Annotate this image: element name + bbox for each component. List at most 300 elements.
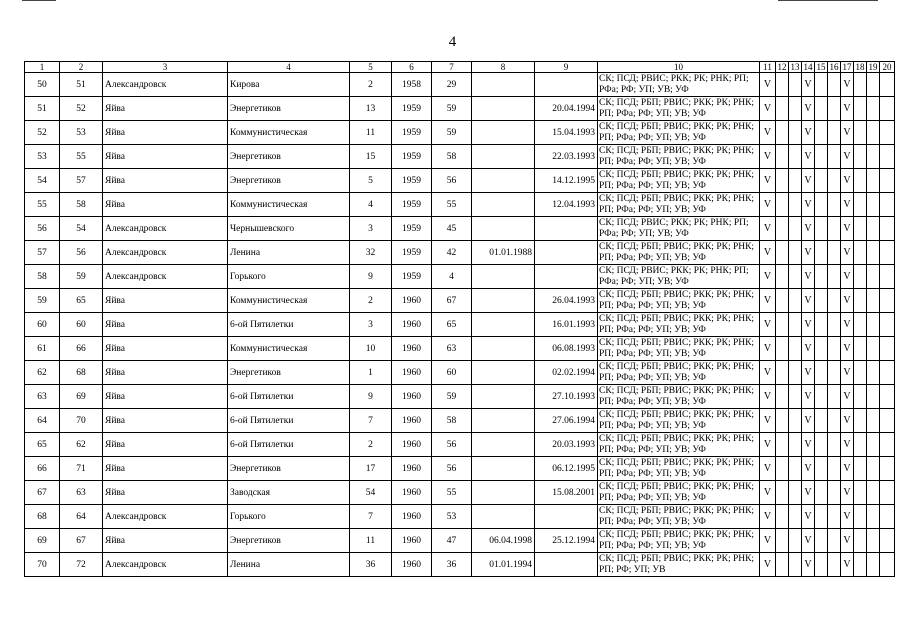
column-header-18: 18 [855, 62, 865, 72]
top-rule-left [22, 0, 56, 1]
date-cell-9: 02.02.1994 [535, 361, 598, 385]
date-cell-9: 15.04.1993 [535, 121, 598, 145]
mark-cell-13 [789, 97, 802, 121]
settlement-cell: Яйва [103, 97, 228, 121]
mark-cell-12 [776, 481, 789, 505]
street-cell: Энергетиков [228, 169, 350, 193]
mark-cell-20 [880, 385, 895, 409]
table-row [25, 217, 895, 241]
wear-cell: 56 [432, 433, 472, 457]
year-built-cell: 1960 [392, 505, 432, 529]
column-header-14: 14 [803, 62, 813, 72]
table-row [25, 553, 895, 577]
mark-cell-11: V [760, 481, 776, 505]
row-number-cell: 69 [25, 529, 60, 553]
year-built-cell: 1959 [392, 217, 432, 241]
date-cell-9: 12.04.1993 [535, 193, 598, 217]
column-header-20: 20 [880, 62, 895, 73]
row-number-cell: 53 [25, 145, 60, 169]
wear-cell: 65 [432, 313, 472, 337]
mark-cell-14: V [802, 73, 815, 97]
wear-cell: 58 [432, 145, 472, 169]
mark-cell-13 [789, 385, 802, 409]
mark-cell-17: V [841, 529, 854, 553]
mark-cell-16 [828, 241, 841, 265]
mark-cell-19 [867, 385, 880, 409]
mark-cell-15 [815, 385, 828, 409]
column-header-8: 8 [472, 62, 535, 73]
mark-cell-19 [867, 241, 880, 265]
settlement-cell: Александровск [103, 553, 228, 577]
street-cell: 6-ой Пятилетки [228, 313, 350, 337]
header-row [25, 62, 895, 73]
row-number-cell: 68 [25, 505, 60, 529]
works-list-cell: СК; ПСД; РБП; РВИС; РКК; РК; РНК; РП; РФа; РФ; УП; УВ; УФ [598, 529, 760, 553]
settlement-cell: Яйва [103, 385, 228, 409]
mark-cell-19 [867, 313, 880, 337]
mark-cell-18 [854, 121, 867, 145]
house-number-cell: 3 [350, 313, 392, 337]
date-cell-8: 01.01.1994 [472, 553, 535, 577]
date-cell-8 [472, 289, 535, 313]
mark-cell-18 [854, 97, 867, 121]
mark-cell-20 [880, 73, 895, 97]
mark-cell-20 [880, 529, 895, 553]
mark-cell-12 [776, 433, 789, 457]
mark-cell-14: V [802, 553, 815, 577]
mark-cell-17: V [841, 481, 854, 505]
mark-cell-16 [828, 409, 841, 433]
year-built-cell: 1959 [392, 265, 432, 289]
column-header-9: 9 [535, 62, 598, 73]
mark-cell-18 [854, 385, 867, 409]
street-cell: Энергетиков [228, 97, 350, 121]
street-cell: Коммунистическая [228, 337, 350, 361]
mark-cell-14: V [802, 169, 815, 193]
mark-cell-14: V [802, 385, 815, 409]
mark-cell-18 [854, 457, 867, 481]
mark-cell-19 [867, 169, 880, 193]
registry-number-cell: 56 [60, 241, 103, 265]
table-row [25, 289, 895, 313]
date-cell-9: 22.03.1993 [535, 145, 598, 169]
house-number-cell: 10 [350, 337, 392, 361]
row-number-cell: 63 [25, 385, 60, 409]
house-number-cell: 2 [350, 73, 392, 97]
mark-cell-13 [789, 505, 802, 529]
mark-cell-13 [789, 361, 802, 385]
date-cell-9: 06.12.1995 [535, 457, 598, 481]
mark-cell-20 [880, 193, 895, 217]
house-number-cell: 2 [350, 289, 392, 313]
mark-cell-17: V [841, 217, 854, 241]
mark-cell-18 [854, 313, 867, 337]
mark-cell-13 [789, 241, 802, 265]
mark-cell-14: V [802, 145, 815, 169]
top-rule-right [778, 0, 878, 1]
mark-cell-17: V [841, 73, 854, 97]
date-cell-9: 26.04.1993 [535, 289, 598, 313]
mark-cell-14: V [802, 265, 815, 289]
date-cell-9: 27.10.1993 [535, 385, 598, 409]
registry-number-cell: 64 [60, 505, 103, 529]
mark-cell-11: V [760, 337, 776, 361]
settlement-cell: Яйва [103, 289, 228, 313]
mark-cell-19 [867, 145, 880, 169]
mark-cell-14: V [802, 433, 815, 457]
settlement-cell: Яйва [103, 145, 228, 169]
mark-cell-17: V [841, 361, 854, 385]
year-built-cell: 1960 [392, 553, 432, 577]
date-cell-8 [472, 457, 535, 481]
column-header-1: 1 [25, 62, 60, 73]
mark-cell-17: V [841, 265, 854, 289]
settlement-cell: Яйва [103, 337, 228, 361]
mark-cell-12 [776, 241, 789, 265]
date-cell-8 [472, 121, 535, 145]
date-cell-8 [472, 361, 535, 385]
mark-cell-18 [854, 241, 867, 265]
mark-cell-11: V [760, 289, 776, 313]
street-cell: Горького [228, 265, 350, 289]
year-built-cell: 1958 [392, 73, 432, 97]
mark-cell-14: V [802, 505, 815, 529]
registry-number-cell: 54 [60, 217, 103, 241]
mark-cell-11: V [760, 529, 776, 553]
wear-cell: 4 [432, 265, 472, 289]
row-number-cell: 55 [25, 193, 60, 217]
settlement-cell: Александровск [103, 241, 228, 265]
mark-cell-11: V [760, 361, 776, 385]
works-list-cell: СК; ПСД; РВИС; РКК; РК; РНК; РП; РФа; РФ; УП; УВ; УФ [598, 265, 760, 289]
mark-cell-19 [867, 121, 880, 145]
year-built-cell: 1960 [392, 457, 432, 481]
house-number-cell: 11 [350, 529, 392, 553]
house-number-cell: 11 [350, 121, 392, 145]
mark-cell-18 [854, 169, 867, 193]
wear-cell: 36 [432, 553, 472, 577]
date-cell-9 [535, 217, 598, 241]
mark-cell-16 [828, 337, 841, 361]
mark-cell-11: V [760, 217, 776, 241]
column-header-3: 3 [103, 62, 228, 73]
house-number-cell: 9 [350, 385, 392, 409]
mark-cell-20 [880, 241, 895, 265]
mark-cell-14: V [802, 193, 815, 217]
mark-cell-11: V [760, 553, 776, 577]
works-list-cell: СК; ПСД; РБП; РВИС; РКК; РК; РНК; РП; РФа; РФ; УП; УВ; УФ [598, 505, 760, 529]
mark-cell-20 [880, 313, 895, 337]
row-number-cell: 54 [25, 169, 60, 193]
mark-cell-20 [880, 409, 895, 433]
row-number-cell: 58 [25, 265, 60, 289]
house-number-cell: 7 [350, 409, 392, 433]
mark-cell-19 [867, 217, 880, 241]
column-header-13: 13 [790, 62, 800, 72]
house-number-cell: 7 [350, 505, 392, 529]
works-list-cell: СК; ПСД; РБП; РВИС; РКК; РК; РНК; РП; РФа; РФ; УП; УВ; УФ [598, 241, 760, 265]
row-number-cell: 70 [25, 553, 60, 577]
wear-cell: 53 [432, 505, 472, 529]
wear-cell: 56 [432, 169, 472, 193]
mark-cell-14: V [802, 241, 815, 265]
column-header-17: 17 [842, 62, 852, 72]
column-header-16: 16 [829, 62, 839, 72]
mark-cell-18 [854, 337, 867, 361]
mark-cell-15 [815, 457, 828, 481]
works-list-cell: СК; ПСД; РБП; РВИС; РКК; РК; РНК; РП; РФа; РФ; УП; УВ; УФ [598, 193, 760, 217]
settlement-cell: Александровск [103, 73, 228, 97]
mark-cell-14: V [802, 361, 815, 385]
table-row [25, 121, 895, 145]
mark-cell-11: V [760, 505, 776, 529]
mark-cell-20 [880, 553, 895, 577]
year-built-cell: 1960 [392, 481, 432, 505]
mark-cell-15 [815, 97, 828, 121]
registry-number-cell: 63 [60, 481, 103, 505]
mark-cell-17: V [841, 193, 854, 217]
mark-cell-12 [776, 361, 789, 385]
works-list-cell: СК; ПСД; РВИС; РКК; РК; РНК; РП; РФа; РФ; УП; УВ; УФ [598, 217, 760, 241]
mark-cell-19 [867, 457, 880, 481]
mark-cell-14: V [802, 289, 815, 313]
date-cell-8: 06.04.1998 [472, 529, 535, 553]
settlement-cell: Яйва [103, 481, 228, 505]
row-number-cell: 60 [25, 313, 60, 337]
mark-cell-12 [776, 121, 789, 145]
street-cell: Заводская [228, 481, 350, 505]
house-number-cell: 13 [350, 97, 392, 121]
mark-cell-19 [867, 505, 880, 529]
registry-number-cell: 69 [60, 385, 103, 409]
year-built-cell: 1960 [392, 433, 432, 457]
date-cell-9 [535, 241, 598, 265]
mark-cell-17: V [841, 121, 854, 145]
street-cell: Чернышевского [228, 217, 350, 241]
mark-cell-12 [776, 193, 789, 217]
house-number-cell: 3 [350, 217, 392, 241]
date-cell-8 [472, 193, 535, 217]
settlement-cell: Яйва [103, 121, 228, 145]
mark-cell-11: V [760, 385, 776, 409]
house-number-cell: 32 [350, 241, 392, 265]
row-number-cell: 61 [25, 337, 60, 361]
street-cell: Горького [228, 505, 350, 529]
mark-cell-16 [828, 265, 841, 289]
wear-cell: 55 [432, 193, 472, 217]
row-number-cell: 52 [25, 121, 60, 145]
mark-cell-15 [815, 313, 828, 337]
works-list-cell: СК; ПСД; РБП; РВИС; РКК; РК; РНК; РП; РФа; РФ; УП; УВ; УФ [598, 169, 760, 193]
mark-cell-17: V [841, 169, 854, 193]
mark-cell-13 [789, 193, 802, 217]
settlement-cell: Яйва [103, 529, 228, 553]
street-cell: Коммунистическая [228, 121, 350, 145]
year-built-cell: 1960 [392, 529, 432, 553]
mark-cell-19 [867, 529, 880, 553]
registry-number-cell: 65 [60, 289, 103, 313]
street-cell: Энергетиков [228, 529, 350, 553]
wear-cell: 29 [432, 73, 472, 97]
mark-cell-18 [854, 505, 867, 529]
street-cell: 6-ой Пятилетки [228, 433, 350, 457]
mark-cell-15 [815, 289, 828, 313]
works-list-cell: СК; ПСД; РБП; РВИС; РКК; РК; РНК; РП; РФа; РФ; УП; УВ; УФ [598, 385, 760, 409]
mark-cell-17: V [841, 241, 854, 265]
column-header-10: 10 [598, 62, 760, 73]
mark-cell-15 [815, 409, 828, 433]
mark-cell-19 [867, 553, 880, 577]
date-cell-8 [472, 265, 535, 289]
column-header-19: 19 [868, 62, 878, 72]
mark-cell-14: V [802, 409, 815, 433]
year-built-cell: 1959 [392, 169, 432, 193]
year-built-cell: 1960 [392, 289, 432, 313]
mark-cell-12 [776, 385, 789, 409]
mark-cell-16 [828, 433, 841, 457]
mark-cell-19 [867, 193, 880, 217]
mark-cell-13 [789, 145, 802, 169]
date-cell-9 [535, 553, 598, 577]
registry-number-cell: 70 [60, 409, 103, 433]
mark-cell-19 [867, 289, 880, 313]
wear-cell: 56 [432, 457, 472, 481]
settlement-cell: Яйва [103, 409, 228, 433]
row-number-cell: 67 [25, 481, 60, 505]
year-built-cell: 1960 [392, 313, 432, 337]
table-row [25, 433, 895, 457]
mark-cell-13 [789, 433, 802, 457]
registry-number-cell: 51 [60, 73, 103, 97]
mark-cell-15 [815, 241, 828, 265]
registry-number-cell: 60 [60, 313, 103, 337]
column-header-11: 11 [760, 62, 776, 73]
row-number-cell: 56 [25, 217, 60, 241]
column-header-7: 7 [432, 62, 472, 73]
mark-cell-12 [776, 265, 789, 289]
settlement-cell: Александровск [103, 505, 228, 529]
mark-cell-13 [789, 409, 802, 433]
wear-cell: 42 [432, 241, 472, 265]
mark-cell-11: V [760, 169, 776, 193]
date-cell-8 [472, 433, 535, 457]
settlement-cell: Яйва [103, 433, 228, 457]
mark-cell-15 [815, 433, 828, 457]
works-list-cell: СК; ПСД; РБП; РВИС; РКК; РК; РНК; РП; РФа; РФ; УП; УВ; УФ [598, 121, 760, 145]
mark-cell-12 [776, 529, 789, 553]
mark-cell-18 [854, 193, 867, 217]
table-body [25, 73, 895, 577]
date-cell-8: 01.01.1988 [472, 241, 535, 265]
mark-cell-14: V [802, 337, 815, 361]
mark-cell-17: V [841, 97, 854, 121]
date-cell-9: 27.06.1994 [535, 409, 598, 433]
wear-cell: 59 [432, 385, 472, 409]
mark-cell-15 [815, 145, 828, 169]
works-list-cell: СК; ПСД; РБП; РВИС; РКК; РК; РНК; РП; РФ; УП; УВ [598, 553, 760, 577]
table-row [25, 313, 895, 337]
mark-cell-15 [815, 505, 828, 529]
date-cell-9 [535, 265, 598, 289]
mark-cell-18 [854, 145, 867, 169]
mark-cell-12 [776, 505, 789, 529]
mark-cell-13 [789, 313, 802, 337]
mark-cell-11: V [760, 241, 776, 265]
house-number-cell: 4 [350, 193, 392, 217]
works-list-cell: СК; ПСД; РБП; РВИС; РКК; РК; РНК; РП; РФа; РФ; УП; УВ; УФ [598, 313, 760, 337]
year-built-cell: 1959 [392, 241, 432, 265]
mark-cell-17: V [841, 505, 854, 529]
date-cell-8 [472, 73, 535, 97]
mark-cell-20 [880, 169, 895, 193]
date-cell-9: 25.12.1994 [535, 529, 598, 553]
mark-cell-11: V [760, 433, 776, 457]
mark-cell-18 [854, 289, 867, 313]
mark-cell-11: V [760, 121, 776, 145]
year-built-cell: 1959 [392, 97, 432, 121]
house-number-cell: 17 [350, 457, 392, 481]
row-number-cell: 51 [25, 97, 60, 121]
mark-cell-20 [880, 457, 895, 481]
works-list-cell: СК; ПСД; РБП; РВИС; РКК; РК; РНК; РП; РФа; РФ; УП; УВ; УФ [598, 433, 760, 457]
mark-cell-18 [854, 217, 867, 241]
mark-cell-11: V [760, 457, 776, 481]
street-cell: Ленина [228, 241, 350, 265]
mark-cell-18 [854, 73, 867, 97]
table-row [25, 361, 895, 385]
works-list-cell: СК; ПСД; РВИС; РКК; РК; РНК; РП; РФа; РФ; УП; УВ; УФ [598, 73, 760, 97]
house-number-cell: 54 [350, 481, 392, 505]
mark-cell-16 [828, 529, 841, 553]
mark-cell-15 [815, 337, 828, 361]
mark-cell-20 [880, 337, 895, 361]
mark-cell-19 [867, 97, 880, 121]
mark-cell-16 [828, 313, 841, 337]
column-header-4: 4 [228, 62, 350, 73]
row-number-cell: 50 [25, 73, 60, 97]
table-row [25, 97, 895, 121]
mark-cell-13 [789, 217, 802, 241]
row-number-cell: 57 [25, 241, 60, 265]
mark-cell-15 [815, 529, 828, 553]
works-list-cell: СК; ПСД; РБП; РВИС; РКК; РК; РНК; РП; РФа; РФ; УП; УВ; УФ [598, 409, 760, 433]
mark-cell-19 [867, 337, 880, 361]
settlement-cell: Яйва [103, 313, 228, 337]
street-cell: Энергетиков [228, 361, 350, 385]
wear-cell: 59 [432, 97, 472, 121]
house-number-cell: 15 [350, 145, 392, 169]
wear-cell: 63 [432, 337, 472, 361]
settlement-cell: Яйва [103, 169, 228, 193]
mark-cell-13 [789, 457, 802, 481]
mark-cell-19 [867, 481, 880, 505]
column-header-15: 15 [816, 62, 826, 72]
mark-cell-15 [815, 193, 828, 217]
mark-cell-20 [880, 433, 895, 457]
mark-cell-18 [854, 361, 867, 385]
mark-cell-12 [776, 457, 789, 481]
wear-cell: 60 [432, 361, 472, 385]
mark-cell-18 [854, 481, 867, 505]
registry-number-cell: 71 [60, 457, 103, 481]
registry-number-cell: 62 [60, 433, 103, 457]
mark-cell-20 [880, 121, 895, 145]
mark-cell-14: V [802, 217, 815, 241]
mark-cell-12 [776, 553, 789, 577]
mark-cell-16 [828, 289, 841, 313]
date-cell-8 [472, 409, 535, 433]
date-cell-9 [535, 505, 598, 529]
